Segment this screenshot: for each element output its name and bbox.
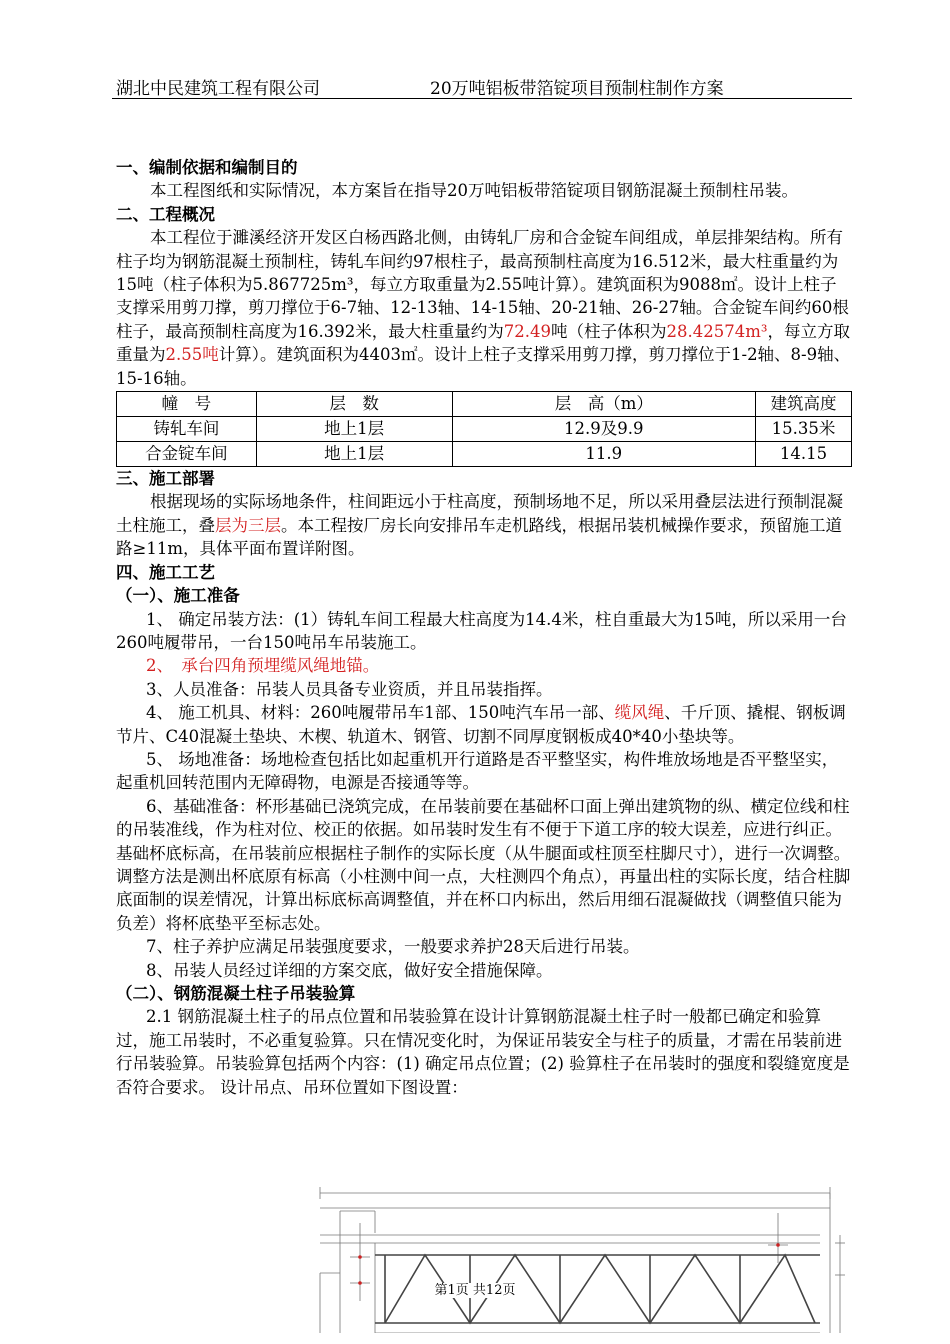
table-cell: 14.15: [756, 442, 852, 467]
prep-item-8: 8、吊装人员经过详细的方案交底，做好安全措施保障。: [146, 960, 553, 980]
table-header-cell: 幢 号: [117, 392, 257, 417]
section-4-sub-2: （二）、钢筋混凝土柱子吊装验算: [116, 984, 356, 1003]
header-company: 湖北中民建筑工程有限公司: [116, 79, 320, 99]
table-cell: 地上1层: [256, 417, 452, 442]
item4-red: 缆风绳: [614, 703, 665, 723]
section-4-sub-1: （一）、施工准备: [116, 586, 240, 606]
prep-item-4: [116, 701, 852, 748]
table-cell: 11.9: [452, 442, 756, 467]
section-3-paragraph: [116, 490, 852, 560]
section-1-paragraph: 本工程图纸和实际情况，本方案旨在指导20万吨铝板带箔锭项目钢筋混凝土预制柱吊装。: [150, 181, 798, 201]
s2-text-d: 计算）。建筑面积为4403㎡。设计上柱子支撑采用剪刀撑，剪刀撑位于1-2轴、8-9轴、15-16轴。: [116, 345, 851, 388]
item4-text-a: 4、 施工机具、材料：260吨履带吊车1部、150吨汽车吊一部、: [146, 703, 615, 723]
section-2-paragraph: [116, 226, 852, 390]
s2-red-density: 2.55吨: [165, 345, 219, 365]
section-2-title: 二、工程概况: [116, 204, 215, 224]
section-3-title: 三、施工部署: [116, 469, 215, 489]
prep-item-1: 1、 确定吊装方法：(1）铸轧车间工程最大柱高度为14.4米，柱自重最大为15吨，所以采用一台260吨履带吊，一台150吨吊车吊装施工。: [116, 609, 847, 652]
table-cell: 地上1层: [256, 442, 452, 467]
paragraph-2-1: 2.1 钢筋混凝土柱子的吊点位置和吊装验算在设计计算钢筋混凝土柱子时一般都已确定和验算过，施工吊装时，不必重复验算。只在情况变化时，为保证吊装安全与柱子的质量，才需在吊装前进行吊装验算。吊装验算包括两个内容：(1) 确定吊点位置；(2) 验算柱子在吊装时的强度和裂缝宽度是否符合要求。 设计吊点、吊环位置如下图设置：: [116, 1007, 850, 1097]
section-1-title: 一、编制依据和编制目的: [116, 158, 298, 177]
prep-item-5: 5、 场地准备：场地检查包括比如起重机开行道路是否平整坚实，构件堆放场地是否平整坚实，起重机回转范围内无障碍物，电源是否接通等等。: [116, 749, 839, 793]
s3-red-layers: 层为三层: [215, 515, 281, 535]
prep-item-2: 2、 承台四角预埋缆风绳地锚。: [146, 656, 380, 676]
s2-text-b: 吨（柱子体积为: [550, 321, 667, 341]
table-header-cell: 层 数: [256, 392, 452, 417]
building-table: [116, 391, 852, 467]
section-4-title: 四、施工工艺: [116, 562, 215, 582]
prep-item-3: 3、人员准备：吊装人员具备专业资质，并且吊装指挥。: [146, 679, 553, 699]
table-header-cell: 建筑高度: [756, 392, 852, 417]
s2-red-weight: 72.49: [503, 321, 551, 341]
s2-text-c: ，每立方取重量为: [116, 321, 850, 365]
prep-item-7: 7、柱子养护应满足吊装强度要求，一般要求养护28天后进行吊装。: [146, 937, 640, 957]
s2-text-a: 本工程位于濉溪经济开发区白杨西路北侧，由铸轧厂房和合金锭车间组成，单层排架结构。所有柱子均为钢筋混凝土预制柱，铸轧车间约97根柱子，最高预制柱高度为16.512米，最大柱重量约为15吨（柱子体积为5.867725m³，每立方取重量为2.55吨计算）。建筑面积为9088㎡。设计上柱子支撑采用剪刀撑，剪刀撑位于6-7轴、12-13轴、14-15轴、20-21轴、26-27轴。合金锭车间约60根柱子，最高预制柱高度为16.392米，最大柱重量约为: [116, 228, 849, 341]
table-cell: 12.9及9.9: [452, 417, 756, 442]
table-header-row: [117, 392, 852, 417]
table-header-cell: 层 高（m）: [452, 392, 756, 417]
s3-text-a: 根据现场的实际场地条件，柱间距远小于柱高度，预制场地不足，所以采用叠层法进行预制混凝土柱施工，叠: [116, 492, 843, 535]
page-header: [112, 72, 852, 99]
document-body: [116, 156, 852, 1099]
table-cell: 15.35米: [756, 417, 852, 442]
page-footer: [0, 1279, 950, 1298]
column-lifting-drawing: [300, 1183, 855, 1333]
s3-text-b: 。本工程按厂房长向安排吊车走机路线，根据吊装机械操作要求，预留施工道路≥11m，具体平面布置详附图。: [116, 515, 842, 559]
table-row: [117, 417, 852, 442]
s2-red-volume: 28.42574m³: [666, 321, 768, 341]
table-row: [117, 442, 852, 467]
table-cell: 铸轧车间: [117, 417, 257, 442]
page-number: 第1页 共12页: [431, 1283, 520, 1298]
header-project-title: 20万吨铝板带箔锭项目预制柱制作方案: [430, 79, 724, 99]
item4-text-b: 、千斤顶、撬棍、钢板调节片、C40混凝土垫块、木楔、轨道木、钢管、切割不同厚度钢板成40*40小垫块等。: [116, 703, 846, 746]
table-cell: 合金锭车间: [117, 442, 257, 467]
prep-item-6: 6、基础准备：杯形基础已浇筑完成，在吊装前要在基础杯口面上弹出建筑物的纵、横定位线和柱的吊装准线，作为柱对位、校正的依据。如吊装时发生有不便于下道工序的较大误差，应进行纠正。基础杯底标高，在吊装前应根据柱子制作的实际长度（从牛腿面或柱顶至柱脚尺寸），进行一次调整。调整方法是测出杯底原有标高（小柱测中间一点，大柱测四个角点），再量出柱的实际长度，结合柱脚底面制的误差情况，计算出标底标高调整值，并在杯口内标出，然后用细石混凝做找（调整值只能为负差）将杯底垫平至标志处。: [116, 796, 851, 933]
